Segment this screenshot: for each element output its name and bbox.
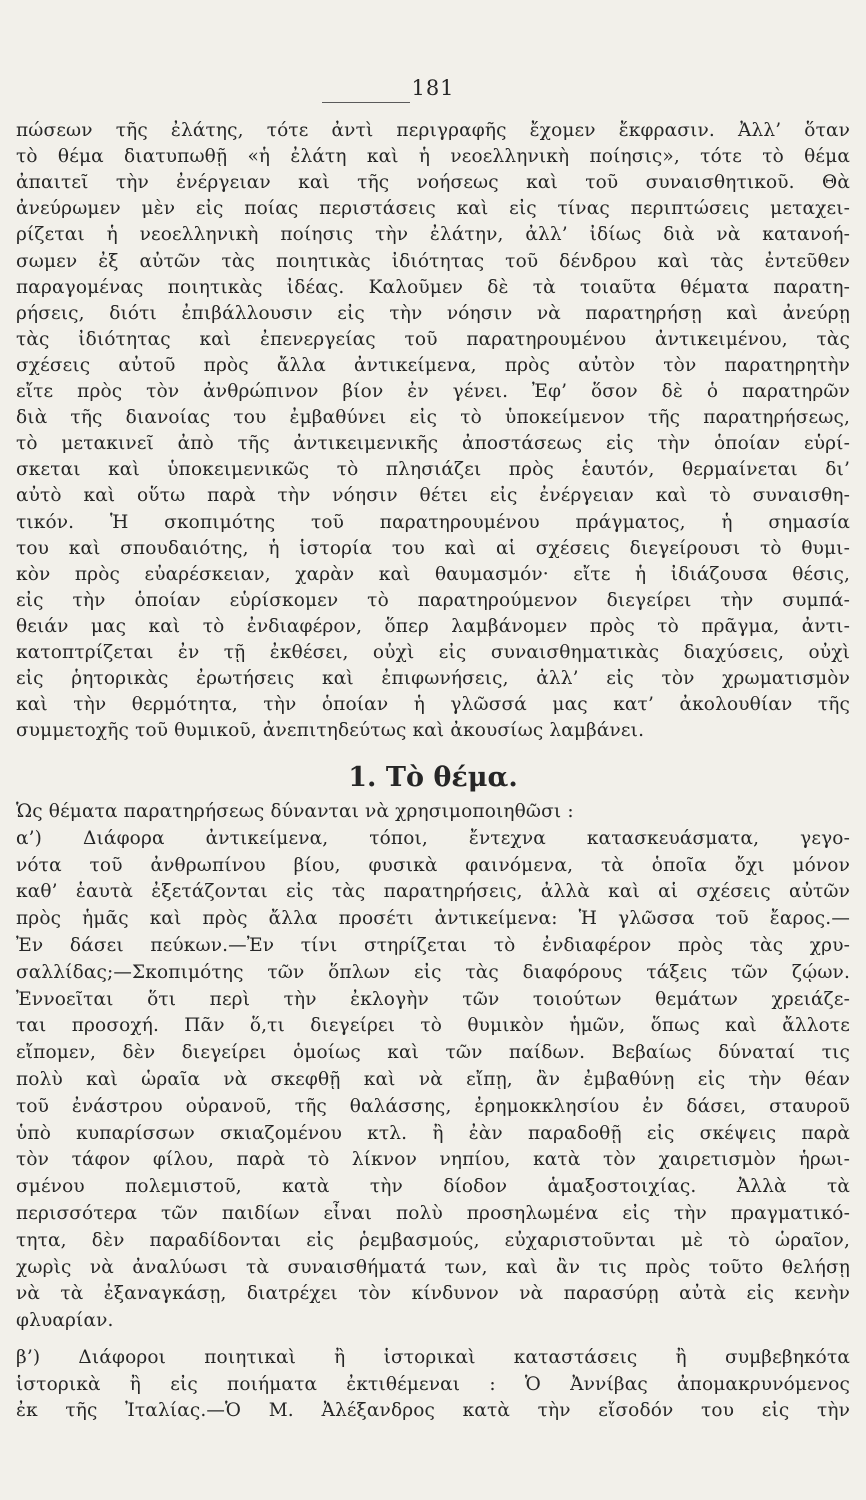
text-line: φλυαρίαν.	[16, 1310, 114, 1332]
text-line: κὸν πρὸς εὐαρέσκειαν, χαρὰν καὶ θαυμασμόν· εἴτε ἡ ἰδιάζουσα θέσις,	[16, 563, 850, 585]
text-line: ἐκ τῆς Ἰταλίας.—Ὁ Μ. Ἀλέξανδρος κατὰ τὴν εἴσοδόν του εἰς τὴν	[16, 1400, 850, 1421]
text-line: εἰς ῥητορικὰς ἐρωτήσεις καὶ ἐπιφωνήσεις, ἀλλ’ εἰς τὸν χρωματισμὸν	[16, 668, 850, 690]
text-line: τοῦ ἐνάστρου οὐρανοῦ, τῆς θαλάσσης, ἐρημοκκλησίου ἐν δάσει, σταυροῦ	[16, 1095, 850, 1117]
text-line: σωμεν ἐξ αὐτῶν τὰς ποιητικὰς ἰδιότητας τοῦ δένδρου καὶ τὰς ἐντεῦθεν	[16, 250, 850, 272]
text-line: χωρὶς νὰ ἀναλύωσι τὰ συναισθήματά των, καὶ ἂν τις πρὸς τοῦτο θελήσῃ	[16, 1256, 850, 1278]
text-line: καὶ τὴν θερμότητα, τὴν ὁποίαν ἡ γλῶσσά μας κατ’ ἀκολουθίαν τῆς	[16, 694, 850, 716]
text-line: ὑπὸ κυπαρίσσων σκιαζομένου κτλ. ἢ ἐὰν παραδοθῇ εἰς σκέψεις παρὰ	[16, 1122, 850, 1144]
text-line: τικόν. Ἡ σκοπιμότης τοῦ παρατηρουμένου πράγματος, ἡ σημασία	[16, 511, 850, 533]
text-line: νὰ τὰ ἐξαναγκάσῃ, διατρέχει τὸν κίνδυνον νὰ παρασύρῃ αὐτὰ εἰς κενὴν	[16, 1283, 850, 1305]
text-line: πώσεων τῆς ἐλάτης, τότε ἀντὶ περιγραφῆς ἔχομεν ἔκφρασιν. Ἀλλ’ ὅταν	[16, 120, 850, 141]
text-line: β’) Διάφοροι ποιητικαὶ ἢ ἱστορικαὶ καταστάσεις ἢ συμβεβηκότα	[16, 1347, 850, 1368]
text-line: τὸ θέμα διατυπωθῇ «ἡ ἐλάτη καὶ ἡ νεοελληνικὴ ποίησις», τότε τὸ θέμα	[16, 146, 850, 168]
text-line: σχέσεις αὐτοῦ πρὸς ἄλλα ἀντικείμενα, πρὸς αὐτὸν τὸν παρατηρητὴν	[16, 354, 850, 376]
text-line: εἴτε πρὸς τὸν ἀνθρώπινον βίον ἐν γένει. Ἐφ’ ὅσον δὲ ὁ παρατηρῶν	[16, 381, 850, 402]
text-line: πολὺ καὶ ὡραῖα νὰ σκεφθῇ καὶ νὰ εἴπῃ, ἂν ἐμβαθύνῃ εἰς τὴν θέαν	[16, 1069, 850, 1090]
text-line: ρίζεται ἡ νεοελληνικὴ ποίησις τὴν ἐλάτην, ἀλλ’ ἰδίως διὰ νὰ κατανοή-	[16, 224, 850, 246]
text-line: περισσότερα τῶν παιδίων εἶναι πολὺ προσηλωμένα εἰς τὴν πραγματικό-	[16, 1203, 850, 1224]
text-line: ἀπαιτεῖ τὴν ἐνέργειαν καὶ τῆς νοήσεως καὶ τοῦ συναισθητικοῦ. Θὰ	[16, 172, 850, 194]
text-line: σαλλίδας;—Σκοπιμότης τῶν ὅπλων εἰς τὰς διαφόρους τάξεις τῶν ζῴων.	[16, 961, 850, 983]
text-line: τητα, δὲν παραδίδονται εἰς ῥεμβασμούς, εὐχαριστοῦνται μὲ τὸ ὡραῖον,	[16, 1229, 850, 1251]
text-line: Ὡς θέματα παρατηρήσεως δύνανται νὰ χρησιμοποιηθῶσι :	[16, 801, 574, 822]
section-heading: 1. Τὸ θέμα.	[348, 762, 518, 793]
text-line: τὰς ἰδιότητας καὶ ἐπενεργείας τοῦ παρατηρουμένου ἀντικειμένου, τὰς	[16, 328, 850, 350]
text-line: Ἐν δάσει πεύκων.—Ἐν τίνι στηρίζεται τὸ ἐνδιαφέρον πρὸς τὰς χρυ-	[16, 935, 850, 956]
text-line: παραγομένας ποιητικὰς ἰδέας. Καλοῦμεν δὲ τὰ τοιαῦτα θέματα παρατη-	[16, 276, 850, 298]
text-line: θειάν μας καὶ τὸ ἐνδιαφέρον, ὅπερ λαμβάνομεν πρὸς τὸ πρᾶγμα, ἀντι-	[16, 615, 850, 637]
text-line: τὸν τάφον φίλου, παρὰ τὸ λίκνον νηπίου, κατὰ τὸν χαιρετισμὸν ἡρωι-	[16, 1149, 850, 1171]
text-line: καθ’ ἑαυτὰ ἐξετάζονται εἰς τὰς παρατηρήσεις, ἀλλὰ καὶ αἱ σχέσεις αὐτῶν	[16, 881, 850, 903]
text-line: νότα τοῦ ἀνθρωπίνου βίου, φυσικὰ φαινόμενα, τὰ ὁποῖα ὄχι μόνον	[16, 854, 850, 876]
text-line: σκεται καὶ ὑποκειμενικῶς τὸ πλησιάζει πρὸς ἑαυτόν, θερμαίνεται δι’	[16, 459, 850, 481]
text-line: αὐτὸ καὶ οὕτω παρὰ τὴν νόησιν θέτει εἰς ἐνέργειαν καὶ τὸ συναισθη-	[16, 485, 850, 507]
text-line: συμμετοχῆς τοῦ θυμικοῦ, ἀνεπιτηδεύτως καὶ ἀκουσίως λαμβάνει.	[16, 720, 645, 742]
text-line: ρήσεις, διότι ἐπιβάλλουσιν εἰς τὴν νόησιν νὰ παρατηρήσῃ καὶ ἀνεύρῃ	[16, 302, 850, 324]
text-line: εἰς τὴν ὁποίαν εὑρίσκομεν τὸ παρατηρούμενον διεγείρει τὴν συμπά-	[16, 589, 850, 611]
text-line: ται προσοχή. Πᾶν ὅ,τι διεγείρει τὸ θυμικὸν ἡμῶν, ὅπως καὶ ἄλλοτε	[16, 1015, 850, 1037]
text-line: τὸ μετακινεῖ ἀπὸ τῆς ἀντικειμενικῆς ἀποστάσεως εἰς τὴν ὁποίαν εὑρί-	[16, 433, 850, 455]
text-line: ἀνεύρωμεν μὲν εἰς ποίας περιστάσεις καὶ εἰς τίνας περιπτώσεις μεταχει-	[16, 198, 850, 220]
text-line: εἴπομεν, δὲν διεγείρει ὁμοίως καὶ τῶν παίδων. Βεβαίως δύναταί τις	[16, 1042, 850, 1064]
text-line: Ἐννοεῖται ὅτι περὶ τὴν ἐκλογὴν τῶν τοιούτων θεμάτων χρειάζε-	[16, 988, 850, 1010]
header-rule	[322, 102, 410, 103]
text-line: α’) Διάφορα ἀντικείμενα, τόποι, ἔντεχνα κατασκευάσματα, γεγο-	[16, 827, 850, 849]
text-line: ἱστορικὰ ἢ εἰς ποιήματα ἐκτιθέμεναι : Ὁ Ἀννίβας ἀπομακρυνόμενος	[16, 1373, 850, 1395]
text-line: διὰ τῆς διανοίας του ἐμβαθύνει εἰς τὸ ὑποκείμενον τῆς παρατηρήσεως,	[16, 407, 850, 429]
text-line: του καὶ σπουδαιότης, ἡ ἱστορία του καὶ αἱ σχέσεις διεγείρουσι τὸ θυμι-	[16, 537, 850, 559]
text-line: σμένου πολεμιστοῦ, κατὰ τὴν δίοδον ἁμαξοστοιχίας. Ἀλλὰ τὰ	[16, 1176, 850, 1198]
text-line: κατοπτρίζεται ἐν τῇ ἐκθέσει, οὐχὶ εἰς συναισθηματικὰς διαχύσεις, οὐχὶ	[16, 642, 850, 663]
text-line: πρὸς ἡμᾶς καὶ πρὸς ἄλλα προσέτι ἀντικείμενα: Ἡ γλῶσσα τοῦ ἔαρος.—	[16, 908, 850, 930]
page-number: 181	[411, 76, 455, 100]
